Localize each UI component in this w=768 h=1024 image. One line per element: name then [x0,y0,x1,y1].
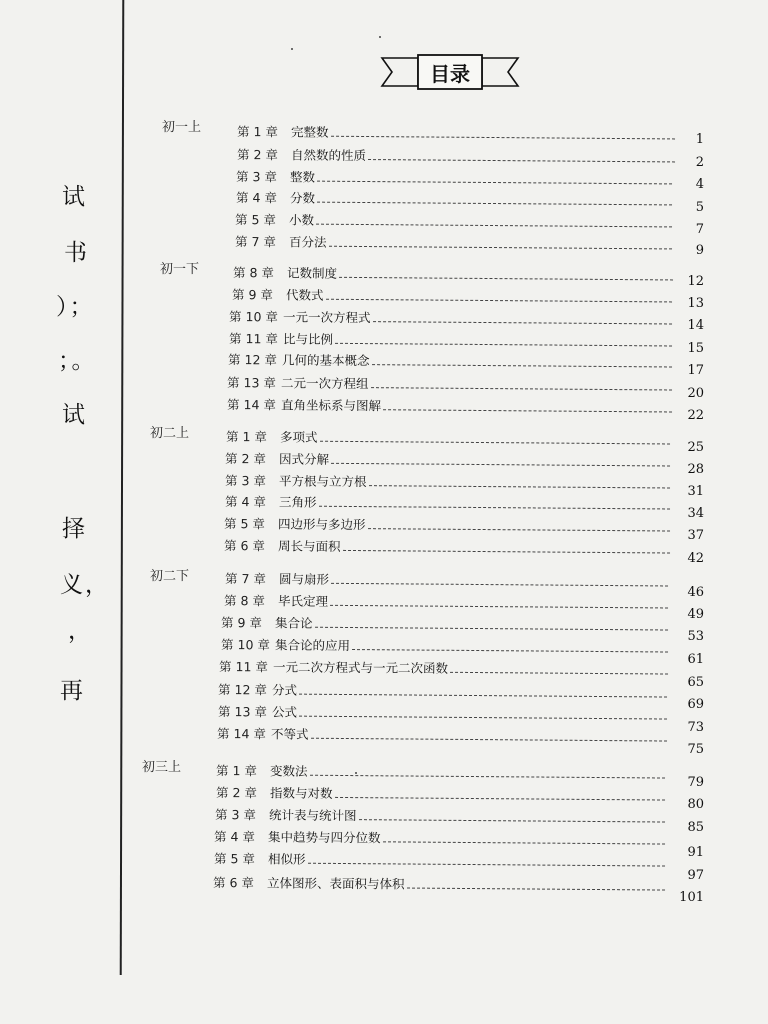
chapter-title: 比与比例 [283,331,334,347]
chapter-number: 第 4 章 [214,829,256,845]
margin-char: 试 [62,402,87,428]
toc-entry [236,167,672,188]
toc-entry [236,188,672,209]
chapter-title: 指数与对数 [270,785,333,801]
dotted-leader [317,181,672,185]
dotted-leader [317,202,672,206]
chapter-number: 第 14 章 [217,726,266,742]
dotted-leader [311,738,667,742]
chapter-number: 第 12 章 [218,682,267,698]
dotted-leader [369,485,670,488]
chapter-number: 第 3 章 [225,473,267,489]
toc-entry [218,680,667,702]
page-title: 目录 [430,62,470,86]
chapter-number: 第 8 章 [233,265,275,281]
dotted-leader [316,224,672,228]
section-label: 初二下 [150,569,190,584]
toc-entry [221,613,668,635]
chapter-title: 代数式 [286,287,324,303]
toc-entry [224,536,670,558]
page-number: 101 [679,890,704,905]
toc-entry [235,210,672,231]
chapter-number: 第 11 章 [219,659,268,675]
section-label: 初一上 [162,120,202,135]
page-number: 61 [687,652,704,667]
page-number: 28 [687,462,704,477]
chapter-number: 第 9 章 [221,615,263,631]
margin-char: 择 [62,516,87,542]
dotted-leader [343,550,670,554]
dotted-leader [352,649,668,652]
chapter-title: 二元一次方程组 [281,375,369,392]
section-label: 初一下 [160,262,200,277]
chapter-number: 第 2 章 [237,147,279,163]
margin-char: 义， [60,572,110,598]
page-number: 17 [687,363,704,378]
chapter-title: 公式 [272,704,298,720]
chapter-number: 第 2 章 [216,785,258,801]
toc-entry [216,761,665,783]
toc-entry [221,635,668,657]
page-number: 1 [695,132,704,147]
chapter-title: 不等式 [271,726,309,742]
chapter-title: 因式分解 [279,451,330,467]
chapter-title: 集中趋势与四分位数 [268,829,381,846]
dotted-leader [331,463,670,467]
dotted-leader [359,819,665,822]
dotted-leader [329,246,672,250]
dotted-leader [383,409,672,412]
toc-entry [232,285,672,306]
chapter-number: 第 14 章 [227,397,276,413]
chapter-number: 第 13 章 [227,375,276,391]
chapter-number: 第 3 章 [215,807,257,823]
page-number: 97 [687,868,704,883]
margin-char: ）； [56,294,95,320]
page-number: 91 [687,845,704,860]
toc-entry [224,514,670,536]
toc-entry [227,395,672,416]
page-number: 37 [687,528,704,543]
dotted-leader [299,716,667,720]
chapter-title: 毕氏定理 [278,593,329,609]
chapter-number: 第 5 章 [235,212,277,228]
chapter-number: 第 4 章 [236,190,278,206]
page-number: 13 [687,296,704,311]
chapter-number: 第 1 章 [226,429,268,445]
margin-char: 书 [64,240,89,266]
scan-speck [379,36,381,38]
chapter-title: 小数 [289,212,315,228]
toc-entry [213,873,665,895]
page-number: 34 [687,506,704,521]
toc-entry [215,805,665,827]
toc-entry [227,373,672,394]
margin-char: ；。 [58,348,97,374]
toc-entry [225,449,670,470]
page-number: 22 [687,408,704,423]
page-number: 14 [687,318,704,333]
chapter-title: 相似形 [268,851,306,867]
chapter-title: 记数制度 [287,265,338,281]
dotted-leader [368,159,675,162]
section-label: 初三上 [142,760,182,775]
page-number: 7 [695,222,704,237]
toc-entry [225,492,670,513]
chapter-number: 第 2 章 [225,451,267,467]
toc-entry [237,122,675,143]
dotted-leader [335,343,672,347]
dotted-leader [330,605,668,609]
chapter-title: 平方根与立方根 [279,473,367,490]
chapter-title: 整数 [290,169,316,185]
chapter-number: 第 11 章 [229,331,278,347]
chapter-number: 第 6 章 [224,538,266,554]
scan-speck [291,48,293,50]
toc-entry [229,307,672,328]
chapter-number: 第 7 章 [225,571,267,587]
page-number: 69 [687,697,704,712]
chapter-title: 完整数 [291,124,329,140]
toc-entry [225,471,670,492]
scan-speck [355,772,357,774]
page-number: 4 [695,177,704,192]
chapter-title: 统计表与统计图 [269,807,357,824]
dotted-leader [373,321,672,324]
dotted-leader [308,863,665,867]
toc-entry [214,827,665,849]
page-number: 42 [687,551,704,566]
toc-entry [219,657,668,679]
page-number: 79 [687,775,704,790]
dotted-leader [319,506,670,510]
page-number: 80 [687,797,704,812]
toc-entry [233,263,673,284]
chapter-title: 周长与面积 [278,538,341,554]
chapter-number: 第 7 章 [235,234,277,250]
chapter-number: 第 6 章 [213,875,255,891]
toc-entry [226,427,670,448]
page-number: 9 [695,243,704,258]
dotted-leader [320,441,670,445]
chapter-number: 第 10 章 [229,309,278,325]
chapter-title: 立体图形、表面积与体积 [267,875,405,892]
page-number: 25 [687,440,704,455]
toc-entry [216,783,665,805]
chapter-title: 集合论 [275,615,313,631]
page-number: 20 [687,386,704,401]
dotted-leader [331,136,675,140]
chapter-title: 分数 [290,190,316,206]
chapter-number: 第 4 章 [225,494,267,510]
toc-entry [218,702,667,724]
dotted-leader [368,528,670,531]
page-number: 75 [687,742,704,757]
page-number: 46 [687,585,704,600]
chapter-number: 第 1 章 [216,763,258,779]
chapter-number: 第 9 章 [232,287,274,303]
page-number: 2 [695,155,704,170]
chapter-title: 自然数的性质 [291,147,367,164]
chapter-number: 第 5 章 [214,851,256,867]
toc-entry [217,724,667,746]
page-number: 85 [687,820,704,835]
toc-entry [225,569,668,590]
toc-entry [224,591,668,612]
dotted-leader [371,387,672,390]
dotted-leader [326,299,672,303]
margin-char: 试 [62,184,87,210]
page-number: 53 [687,629,704,644]
margin-char: 再 [60,678,85,704]
page-number: 49 [687,607,704,622]
chapter-title: 一元一次方程式 [283,309,371,326]
chapter-title: 分式 [272,682,298,698]
chapter-title: 集合论的应用 [275,637,351,654]
toc-entry [214,849,665,871]
toc-entry [228,350,672,371]
toc-entry [237,145,675,166]
dotted-leader [331,583,668,587]
dotted-leader [315,627,668,631]
chapter-title: 变数法 [270,763,308,779]
chapter-title: 三角形 [279,494,317,510]
chapter-title: 多项式 [280,429,318,445]
page-number: 73 [687,720,704,735]
toc-entry [229,329,672,350]
page-number: 5 [695,200,704,215]
chapter-number: 第 13 章 [218,704,267,720]
dotted-leader [299,694,667,698]
dotted-leader [372,364,672,367]
chapter-number: 第 1 章 [237,124,279,140]
page-number: 31 [687,484,704,499]
chapter-title: 直角坐标系与图解 [281,397,382,414]
chapter-title: 几何的基本概念 [282,352,370,369]
margin-char: ， [68,618,93,644]
toc-entry [235,232,672,253]
dotted-leader [450,672,668,675]
chapter-number: 第 3 章 [236,169,278,185]
chapter-title: 四边形与多边形 [278,516,366,533]
section-label: 初二上 [150,426,190,441]
dotted-leader [407,888,665,891]
dotted-leader [339,277,673,281]
dotted-leader [335,797,665,801]
chapter-number: 第 5 章 [224,516,266,532]
chapter-title: 百分法 [289,234,327,250]
chapter-number: 第 10 章 [221,637,270,653]
chapter-title: 一元二次方程式与一元二次函数 [273,659,449,676]
chapter-number: 第 12 章 [228,352,277,368]
page-number: 15 [687,341,704,356]
chapter-number: 第 8 章 [224,593,266,609]
page-number: 65 [687,675,704,690]
dotted-leader [383,841,665,844]
page-number: 12 [687,274,704,289]
dotted-leader [310,775,665,779]
chapter-title: 圆与扇形 [279,571,330,587]
